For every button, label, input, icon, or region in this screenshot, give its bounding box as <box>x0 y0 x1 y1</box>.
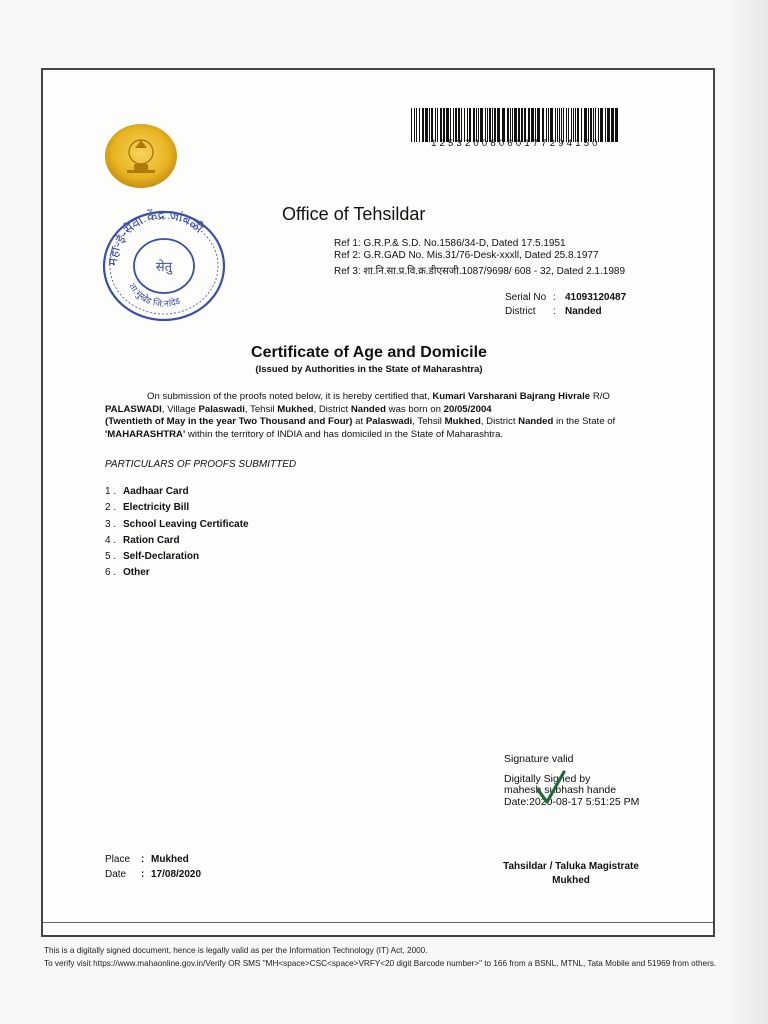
applicant-name: Kumari Varsharani Bajrang Hivrale <box>432 391 591 402</box>
district: Nanded <box>350 403 386 415</box>
certificate-body <box>105 391 638 441</box>
certificate-frame <box>41 68 715 937</box>
date-value: 17/08/2020 <box>151 869 202 880</box>
item-label: Ration Card <box>123 534 180 546</box>
barcode-number: 12532008060177294150 <box>431 138 601 149</box>
body-text: R/O <box>590 391 610 402</box>
date-of-birth-words: (Twentieth of May in the year Two Thousand and Four) <box>105 416 353 428</box>
place-date-block <box>105 854 201 884</box>
body-text: was born on <box>386 403 444 415</box>
bottom-divider <box>43 922 713 923</box>
body-text: in the State of <box>553 416 616 428</box>
authority-title: Tahsildar / Taluka Magistrate <box>503 861 639 872</box>
birth-tehsil: Mukhed <box>444 416 481 428</box>
item-label: School Leaving Certificate <box>123 518 249 530</box>
list-item <box>105 535 249 551</box>
body-text: within the territory of INDIA and has domiciled in the State of Maharashtra. <box>185 428 504 440</box>
body-text: at <box>352 416 366 428</box>
verify-instructions: To verify visit https://www.mahaonline.gov.in/Verify OR SMS "MH<space>CSC<space>VRFY<20 digit Barcode number>" to 166 from a BSNL, MTNL, Tata Mobile and 51969 from others. <box>44 959 717 968</box>
village: Palaswadi <box>198 403 245 415</box>
serial-sep: : <box>553 292 556 303</box>
date-sep: : <box>141 869 145 880</box>
serial-label: Serial No <box>505 292 547 303</box>
checkmark-icon <box>536 768 566 808</box>
issuing-authority <box>491 860 651 888</box>
district-value: Nanded <box>565 306 602 317</box>
list-item <box>105 486 249 502</box>
body-text: , Tehsil <box>244 403 278 415</box>
item-number: 4 . <box>105 534 117 546</box>
office-title: Office of Tehsildar <box>282 204 426 224</box>
item-label: Other <box>123 567 150 579</box>
item-number: 6 . <box>105 567 117 579</box>
birth-district: Nanded <box>518 416 554 428</box>
signature-valid-label: Signature valid <box>504 753 574 765</box>
signer-name: mahesh subhash hande <box>504 784 617 796</box>
authority-place: Mukhed <box>552 875 590 886</box>
certificate-subtitle: (Issued by Authorities in the State of Maharashtra) <box>255 364 483 375</box>
birth-place: Palaswadi <box>365 416 413 428</box>
serial-value: 41093120487 <box>565 292 627 303</box>
item-label: Aadhaar Card <box>123 486 189 497</box>
place-label: Place <box>105 854 131 865</box>
list-item <box>105 502 249 518</box>
reference-1: Ref 1: G.R.P.& S.D. No.1586/34-D, Dated 17.5.1951 <box>334 238 566 249</box>
stamp-center-text: सेतु <box>155 260 173 275</box>
body-text: , Tehsil <box>412 416 445 428</box>
digital-signature-block <box>504 754 639 808</box>
svg-text:महा-ई-सेवा केंद्र जांबळी <box>106 207 207 266</box>
barcode-image <box>411 108 619 142</box>
page-edge-shadow <box>728 0 768 1024</box>
maharashtra-seal-icon <box>101 120 181 190</box>
tehsil: Mukhed <box>277 403 314 415</box>
proofs-heading: PARTICULARS OF PROOFS SUBMITTED <box>105 459 297 470</box>
date-label: Date <box>105 869 127 880</box>
state: 'MAHARASHTRA' <box>105 428 186 440</box>
proofs-list <box>105 486 249 584</box>
verification-footer <box>44 944 734 970</box>
item-label: Electricity Bill <box>123 502 190 514</box>
body-text: , District <box>313 403 351 415</box>
district-label: District <box>505 306 536 317</box>
residence: PALASWADI <box>105 403 162 415</box>
list-item <box>105 551 249 567</box>
reference-3: Ref 3: शा.नि.सा.प्र.वि.क्र.डीएसजी.1087/9698/ 608 - 32, Dated 2.1.1989 <box>334 266 626 277</box>
stamp-ring-text: महा-ई-सेवा केंद्र जांबळी <box>105 207 206 267</box>
legal-note: This is a digitally signed document, hence is legally valid as per the Information Technology (IT) Act, 2000. <box>44 946 428 955</box>
body-text: On submission of the proofs noted below, it is hereby certified that, <box>147 391 433 402</box>
item-label: Self-Declaration <box>123 551 200 563</box>
body-text: , District <box>480 416 519 428</box>
item-number: 2 . <box>105 502 117 514</box>
item-number: 1 . <box>105 486 117 497</box>
reference-2: Ref 2: G.R.GAD No. Mis.31/76-Desk-xxxll, Dated 25.8.1977 <box>334 250 599 261</box>
signed-by-label: Digitally Signed by <box>504 772 591 785</box>
certificate-title: Certificate of Age and Domicile <box>251 344 487 361</box>
stamp-bottom-text: ता.मुखेड जि.नांदेड <box>126 282 182 310</box>
place-value: Mukhed <box>151 854 189 865</box>
signature-date: Date:2020-08-17 5:51:25 PM <box>504 795 640 808</box>
date-of-birth: 20/05/2004 <box>443 403 492 415</box>
svg-text:ता.मुखेड जि.नांदेड <box>126 282 182 310</box>
item-number: 3 . <box>105 518 117 530</box>
serial-block <box>505 292 626 320</box>
body-text: , Village <box>161 403 199 415</box>
seva-kendra-stamp <box>99 204 229 324</box>
list-item <box>105 519 249 535</box>
list-item <box>105 567 249 583</box>
district-sep: : <box>553 306 556 317</box>
item-number: 5 . <box>105 551 117 563</box>
place-sep: : <box>141 854 145 865</box>
